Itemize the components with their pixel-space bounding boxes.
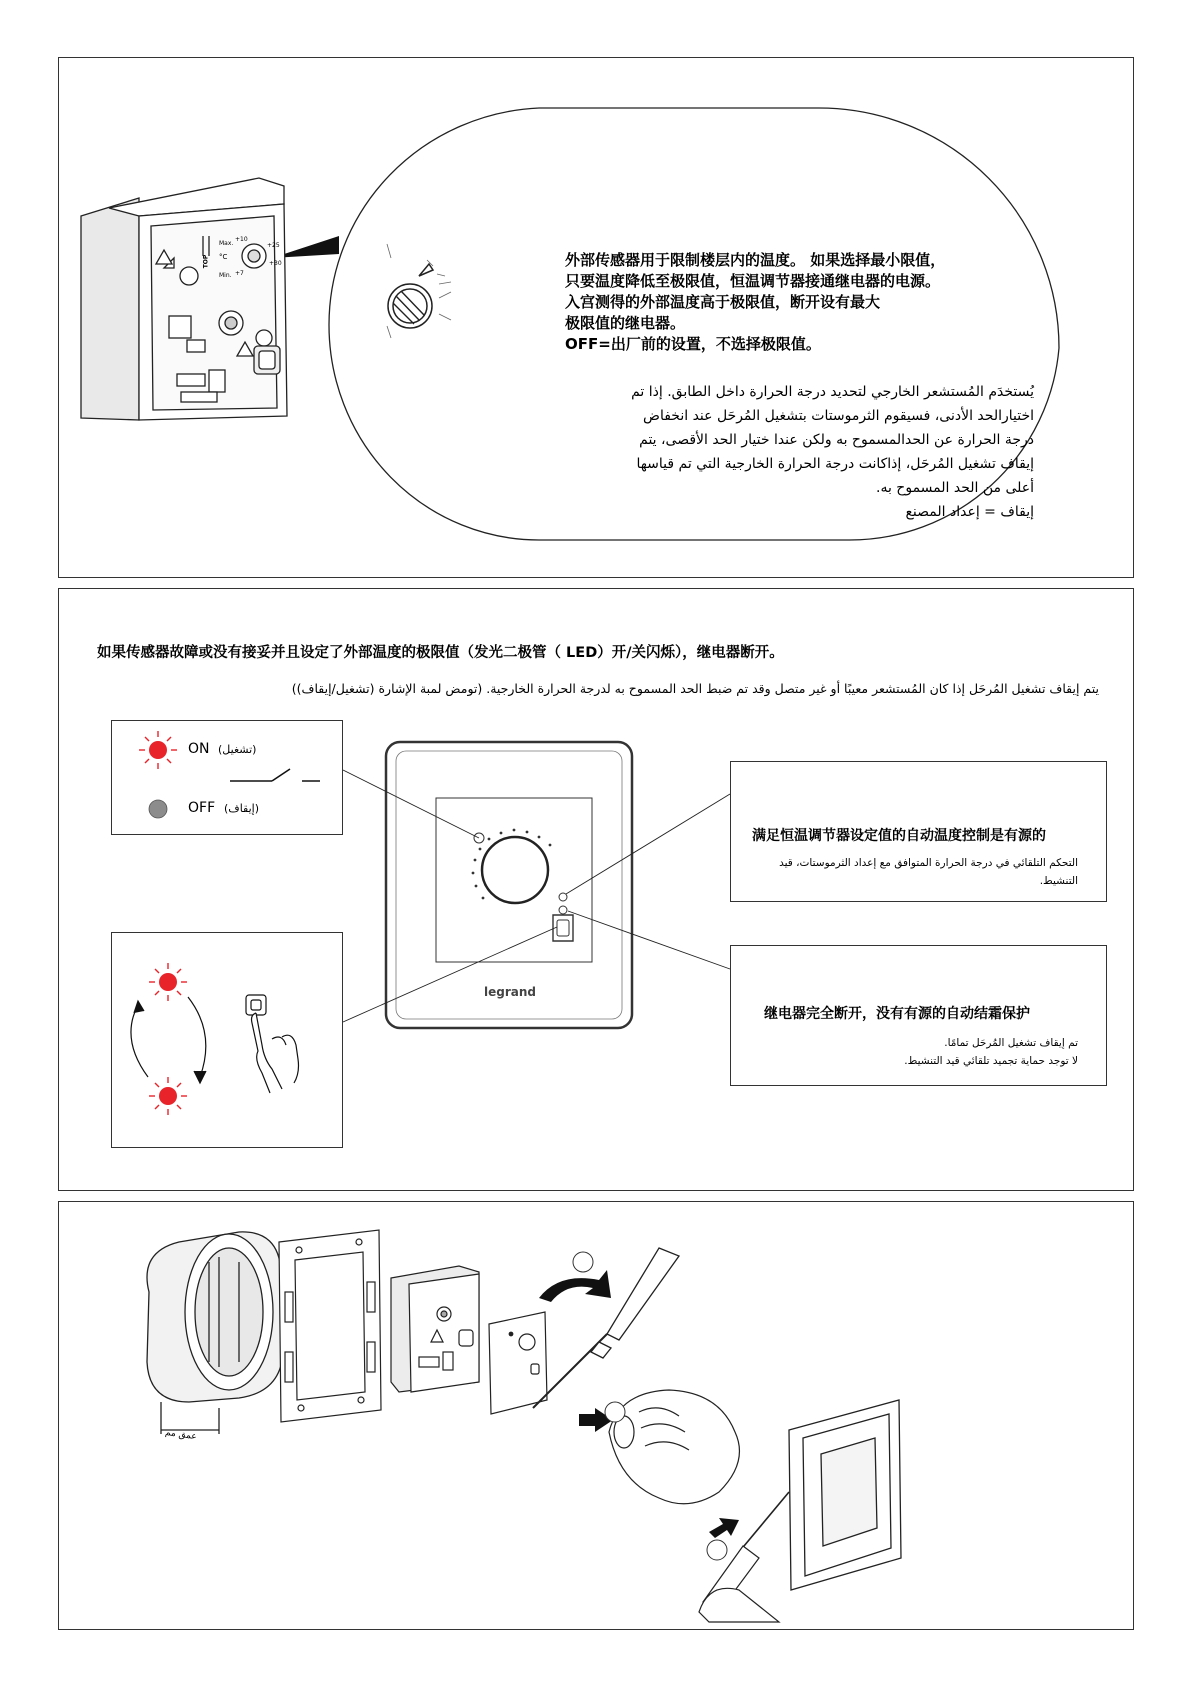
device-top-label: TOP bbox=[202, 254, 210, 269]
step-circle-3 bbox=[707, 1540, 727, 1560]
panel-led-behaviour bbox=[58, 588, 1134, 1191]
arabic-line: التحكم التلقائي في درجة الحرارة المتوافق مع إعداد الثرموستات، قيد bbox=[779, 857, 1078, 869]
arabic-line: اختيارالحد الأدنى، فسيقوم الثرموستات بتشغيل المُرحَل عند انخفاض bbox=[643, 408, 1034, 424]
callout-off-chinese: 继电器完全断开，没有有源的自动结霜保护 bbox=[764, 1006, 1030, 1022]
brand-logo: legrand bbox=[484, 985, 536, 999]
callout-relay-off bbox=[730, 945, 1107, 1086]
chinese-line: 只要温度降低至极限值，恒温调节器接通继电器的电源。 bbox=[565, 272, 941, 290]
chinese-line: 极限值的继电器。 bbox=[565, 314, 686, 332]
device-mark-30: +30 bbox=[269, 260, 282, 267]
lift-arrow-icon bbox=[709, 1518, 739, 1538]
step-circle-2 bbox=[605, 1402, 625, 1422]
arabic-line: يُستخدَم المُستشعر الخارجي لتحديد درجة الحرارة داخل الطابق. إذا تم bbox=[631, 384, 1034, 400]
callout-auto-control bbox=[730, 761, 1107, 902]
arabic-line: التنشيط. bbox=[1039, 875, 1078, 887]
chinese-line: 入宫测得的外部温度高于极限值，断开设有最大 bbox=[565, 293, 881, 311]
hand-knob-icon bbox=[609, 1390, 739, 1504]
chinese-heading: 如果传感器故障或没有接妥并且设定了外部温度的极限值（发光二极管（ LED）开/关闪烁），继电器断开。 bbox=[97, 645, 784, 661]
installation-illustration bbox=[59, 1202, 1135, 1631]
panel-external-sensor bbox=[58, 57, 1134, 578]
arabic-line: لا توجد حماية تجميد تلقائي قيد التنشيط. bbox=[904, 1055, 1078, 1067]
chinese-description bbox=[565, 250, 1045, 355]
thermostat-module-icon bbox=[391, 1266, 479, 1392]
device-mark-25: +25 bbox=[267, 242, 280, 249]
led-on-label: ON bbox=[188, 741, 210, 757]
mounting-frame-icon bbox=[279, 1230, 381, 1422]
device-mark-min: +7 bbox=[235, 270, 244, 277]
led-off-arabic: (إيقاف) bbox=[224, 802, 260, 815]
callout-auto-chinese: 满足恒温调节器设定值的自动温度控制是有源的 bbox=[752, 828, 1046, 844]
led-on-arabic: (تشغيل) bbox=[218, 743, 257, 756]
device-max-label: Max. bbox=[219, 240, 234, 247]
arabic-line: تم إيقاف تشغيل المُرحَل تمامًا. bbox=[944, 1037, 1078, 1049]
device-min-label: Min. bbox=[219, 272, 232, 279]
callout-auto-arabic bbox=[751, 854, 1078, 890]
arabic-line: درجة الحرارة عن الحدالمسموح به ولكن عندا ختيار الحد الأقصى، يتم bbox=[639, 432, 1034, 448]
arabic-line: إيقاف = إعداد المصنع bbox=[905, 504, 1034, 520]
arabic-line: إيقاف تشغيل المُرحَل، إذاكانت درجة الحرارة الخارجية التي تم قياسها bbox=[636, 456, 1034, 472]
cover-plate-icon bbox=[489, 1312, 547, 1414]
arabic-heading: يتم إيقاف تشغيل المُرحَل إذا كان المُستشعر معيبًا أو غير متصل وقد تم ضبط الحد المسموح به لدرجة الحرارة الخارجية. (تومض لمبة الإشارة (تشغيل/إيقاف)) bbox=[291, 681, 1099, 696]
callout-off-arabic bbox=[751, 1034, 1078, 1070]
chinese-line: OFF=出厂前的设置，不选择极限值。 bbox=[565, 335, 821, 353]
wall-box-icon bbox=[147, 1232, 283, 1434]
led-off-label: OFF bbox=[188, 800, 216, 816]
arabic-line: أعلى من الحد المسموح به. bbox=[876, 480, 1034, 496]
rotate-arrow-icon bbox=[539, 1270, 611, 1302]
step-circle-1 bbox=[573, 1252, 593, 1272]
chinese-line: 外部传感器用于限制楼层内的温度。 如果选择最小限值， bbox=[565, 251, 946, 269]
arabic-description bbox=[559, 380, 1034, 524]
finished-frame-icon bbox=[789, 1400, 901, 1590]
panel-installation bbox=[58, 1201, 1134, 1630]
device-unit-label: °C bbox=[219, 253, 228, 261]
depth-label: عمق مم bbox=[164, 1427, 198, 1443]
device-mark-max: +10 bbox=[235, 236, 248, 243]
